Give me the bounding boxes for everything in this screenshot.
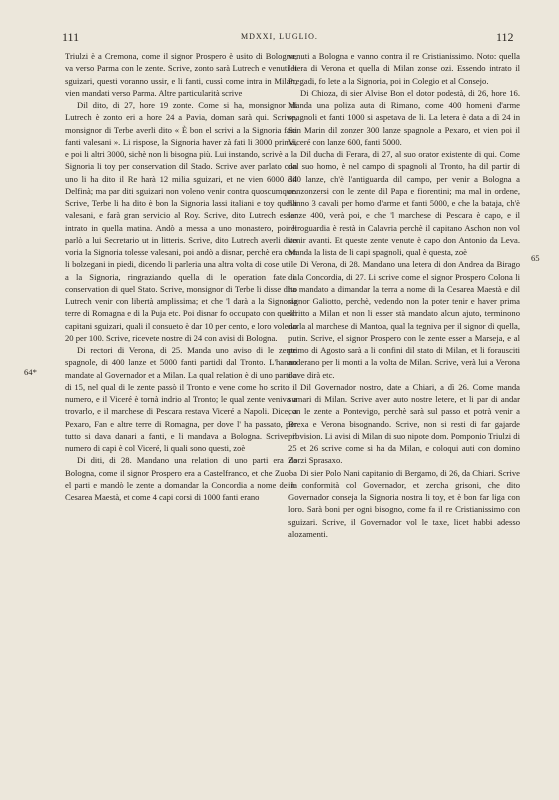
paragraph: venuti a Bologna e vanno contra il re Cristianissimo. Noto: quella letera di Verona et quella di Milan zonse ozi. Essendo intrato il Pregadi, fo lete a la Signoria, poi in Colegio et al Consejo.	[288, 51, 520, 86]
paragraph: Dil ducha di Ferara, di 27, al suo orator existente di qui. Come dal suo homo, è nel campo di spagnoli al Tronto, ha dil partir di 340 lanze, ch'è l'antiguarda dil campo, per venir a Bologna a conzonzersi con le zente dil Papa e fiorentini; ma mal in ordene, hanno 3 cavali per homo d'arme et fanti 5000, e che la bataja, ch'è lanze 400, verà poi, e che 'l marchese di Pescara è capo, e il retroguardia è restà in Calavria perchè il capitano Aschon non vol venir avanti. Et queste zente venute è capo don Antonio da Leva. Manda la lista de li capi spagnoli, qual è questa, zoè	[288, 149, 520, 257]
paragraph: Di diti, di 28. Mandano una relation di uno parti era da Bologna, come il signor Prospero era a Castelfranco, et che Zuoba el parti e mandò le zente a domandar la Concordia a nome de la Cesarea Maestà, et come 4 capi corsi di 1000 fanti erano	[65, 455, 297, 502]
paragraph: Di rectori di Verona, di 25. Manda uno aviso di le zente spagnole, di 400 lanze et 5000 fanti partidi dal Tronto. L'hanno mandate al Governador et a Milan. La qual relation è di uno parti a di 15, nel qual di le zente passò il Tronto e vene come ho scrito il numero, e il Viceré è tornà indrio al Tronto; le qual zente veniva a trovarlo, e il marchese di Pescara restava Viceré a Napoli. Dice, a Pexaro, Fan e altre terre di Romagna, per dove l' ha passato, per tutto si dava danari a fanti, e li mandava a Bologna. Scrive il numero di capi è col Viceré, li quali sono questi, zoè	[65, 345, 297, 453]
page-number-left: 111	[62, 30, 80, 44]
paragraph: Triulzi è a Cremona, come il signor Prospero è usito di Bologna, va verso Parma con le zente. Scrive, zonto sarà Lutrech e venuti li sguizari, questi voranno ussir, e li fanti, cussì come intra in Milan, vien mandati verso Parma. Altre particularità scrive	[65, 51, 297, 98]
page-number-right: 112	[496, 30, 514, 44]
margin-note-right: 65	[531, 253, 540, 263]
running-header	[0, 30, 559, 46]
left-column	[65, 50, 297, 503]
right-column	[288, 50, 520, 540]
paragraph: Dil Governador nostro, date a Chiari, a dì 26. Come manda sumari di Milan. Scrive aver auto nostre letere, et li par di andar con le zente a Pontevigo, perchè sarà sul passo et potrà venir a Brexa e Verona bisognando. Scrive, non si resti di far gajarde provision. Li avisi di Milan di suo nipote dom. Pomponio Triulzi di 25 et 26 scrive come si ha da Milan, e coloqui auti con domino Zorzi Sprasaxo.	[288, 381, 520, 466]
paragraph: Di sier Polo Nani capitanio di Bergamo, di 26, da Chiari. Scrive in conformità col Governador, et zercha grisoni, che dito Governador conseja la Signoria nostra li toy, et è bon far liga con loro. Sarà boni per ogni bisogno, come fa il re Cristianissimo con sguizari. Scrive, il Governador vol le taxe, licet habbi adesso alozamenti.	[288, 467, 520, 539]
paragraph: Di Verona, di 28. Mandano una letera di don Andrea da Birago di la Concordia, di 27. Li scrive come el signor Prospero Colona li ha mandato a dimandar la terra a nome di la Cesarea Maestà e dil signor Galiotto, perchè, vedendo non la poter tenir e haver prima scritto a Milan et non li esser stà mandato alcun ajuto, terminono darla al marchese di Mantoa, qual la tegniva per il signor di quella, putin. Scrive, el signor Prospero con le zente esser a Marseja, e al primo di Agosto sarà a li confini dil stato di Milan, et li forausciti anderano per li monti a la volta de Milan. Scrive, verà lui a Verona dove dirà etc.	[288, 259, 520, 380]
paragraph: Di Chioza, di sier Alvise Bon el dotor podestà, di 26, hore 16. Manda una poliza auta di Rimano, come 400 homeni d'arme spagnoli et fanti 1000 si aspetava de li. La letera è data a dì 24 in San Marin dil zonzer 300 lanze spagnole a Pexaro, et vien poi il Viceré con lanze 600, fanti 5000.	[288, 87, 520, 147]
margin-note-left: 64*	[24, 367, 37, 377]
running-title: MDXXI, LUGLIO.	[241, 32, 318, 41]
paragraph: Dil dito, di 27, hore 19 zonte. Come si ha, monsignor di Lutrech è zonto eri a hore 24 a Pavia, doman sarà qui. Scrive, monsignor di Terbe averli dito « È bon el scrivi a la Signoria fazi fanti valesani ». Li rispose, la Signoria haver zà fati li 3000 prima, e poi li altri 3000, sichè non li bisogna più. Lui instando, scrivè a la Signoria li toy per conservation dil Stado. Scrive aver parlato con uno li ha dito il Re harà 12 milia sguizari, et ne vien 6000 dil Delfinà; ma par diti sguizari non voleno venir contra quoscumque. Scrive, Terbe li ha dito è bon la Signoria lassi italiani e toy quelli valesani, e farà gran servicio al Roy. Scrive, dito Lutrech esser intrato in quella matina. Andò a messa a uno monastero, poi li parlò a lui Secretario ut in litteris. Scrive, dito Lutrech averli dito voria la Signoria tolesse valesani, poi andò a disnar, perchè era con li bolzegani in piedi, dicendo li parleria una altra volta di cose utile a la Signoria, ringraziando quella di le operation fate a conservation di quel Stato. Scrive, monsignor di Terbe li disse dito Lutrech venir con libertà amplissima; et che 'l darà a la Signoria terre di Romagna e di la Puja etc. Poi disnar fo occupato con quelli capitani sguizari, quali il consueto è dar 10 per cento, e loro voleno 20 per 100. Scrive, ricevete nostre di 24 con avisi di Bologna.	[65, 100, 297, 343]
